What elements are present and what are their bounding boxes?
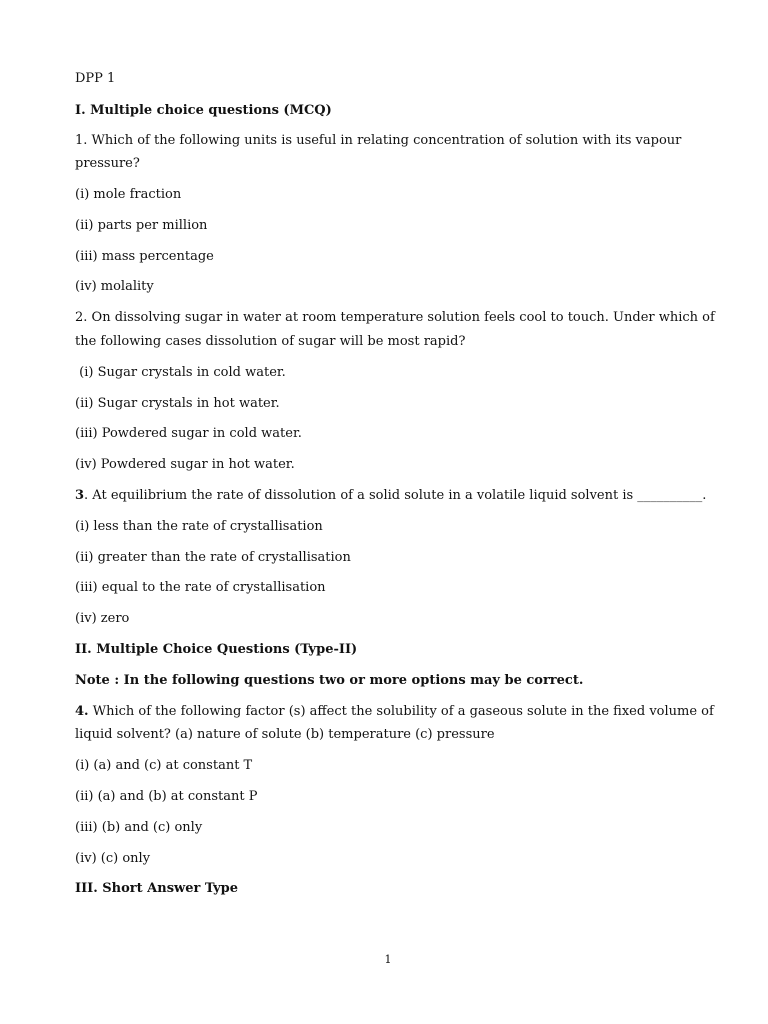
question-3-option-2: (ii) greater than the rate of crystallisation [75, 550, 351, 565]
question-2-option-4: (iv) Powdered sugar in hot water. [75, 457, 295, 472]
question-1-option-1: (i) mole fraction [75, 187, 182, 202]
question-4-line-1 [75, 704, 714, 720]
question-3-line [75, 488, 706, 504]
section-heading-short-answer: III. Short Answer Type [75, 881, 239, 896]
note-text: Note : In the following questions two or more options may be correct. [75, 673, 584, 688]
question-4-option-4: (iv) (c) only [75, 851, 151, 866]
question-3-number: 3 [75, 488, 85, 503]
question-4-option-3: (iii) (b) and (c) only [75, 820, 203, 835]
question-3-option-4: (iv) zero [75, 611, 130, 626]
document-header: DPP 1 [75, 71, 116, 86]
question-2-option-1: (i) Sugar crystals in cold water. [75, 365, 286, 380]
question-1-line-2: pressure? [75, 156, 140, 171]
question-1-option-3: (iii) mass percentage [75, 249, 214, 264]
question-2-line-1: 2. On dissolving sugar in water at room temperature solution feels cool to touch. Under which of [75, 310, 715, 325]
question-1-option-4: (iv) molality [75, 279, 154, 294]
question-4-option-1: (i) (a) and (c) at constant T [75, 758, 253, 773]
question-4-number: 4. [75, 704, 89, 719]
question-1-option-2: (ii) parts per million [75, 218, 208, 233]
page-number: 1 [384, 953, 392, 966]
question-2-line-2: the following cases dissolution of sugar will be most rapid? [75, 334, 466, 349]
question-1-line-1: 1. Which of the following units is useful in relating concentration of solution with its vapour [75, 133, 682, 148]
section-heading-type-2: II. Multiple Choice Questions (Type-II) [75, 642, 358, 657]
question-3-option-1: (i) less than the rate of crystallisation [75, 519, 323, 534]
section-heading-mcq: I. Multiple choice questions (MCQ) [75, 103, 332, 118]
question-2-option-3: (iii) Powdered sugar in cold water. [75, 426, 302, 441]
question-3-text: . At equilibrium the rate of dissolution of a solid solute in a volatile liquid solvent is __________. [84, 488, 707, 503]
question-4-text: Which of the following factor (s) affect the solubility of a gaseous solute in the fixed volume of [88, 704, 714, 719]
question-2-option-2: (ii) Sugar crystals in hot water. [75, 396, 280, 411]
question-3-option-3: (iii) equal to the rate of crystallisation [75, 580, 326, 595]
question-4-option-2: (ii) (a) and (b) at constant P [75, 789, 258, 804]
question-4-line-2: liquid solvent? (a) nature of solute (b) temperature (c) pressure [75, 727, 495, 742]
